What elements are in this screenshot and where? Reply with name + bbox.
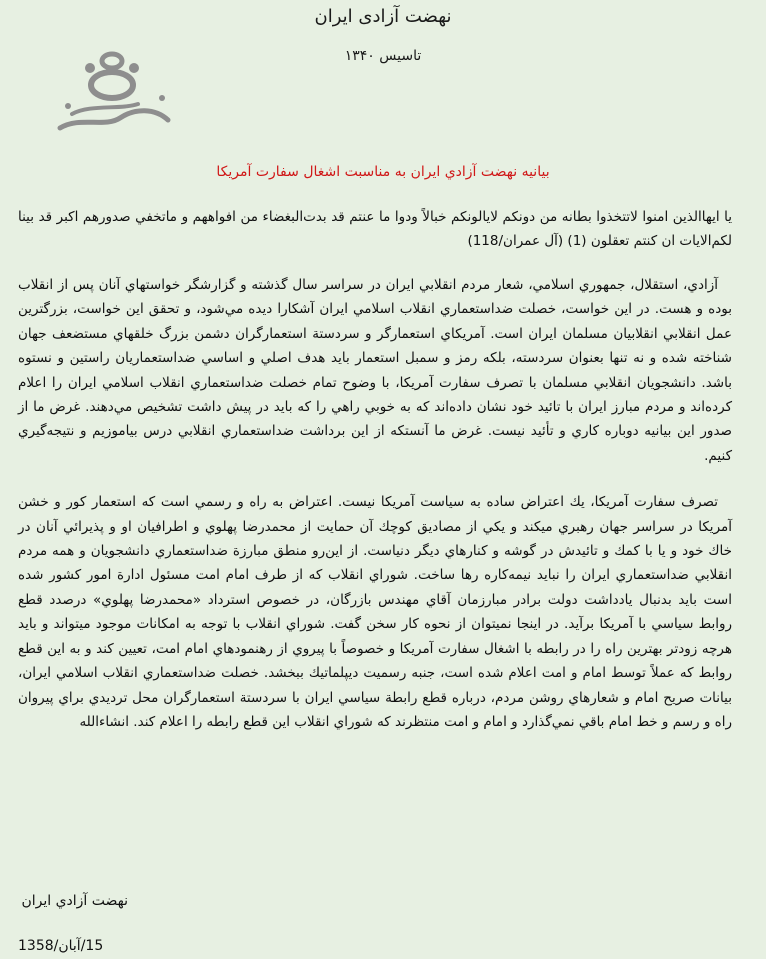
statement-title: بيانيه نهضت آزادي ايران به مناسبت اشغال سفارت آمريکا [216, 164, 550, 180]
signature: نهضت آزادي ايران [21, 893, 128, 909]
statement-body [18, 205, 732, 756]
paragraph-1: آزادي، استقلال، جمهوري اسلامي، شعار مردم انقلابي ايران در سراسر سال گذشته و گزارشگر خواستهاي آنان پس از انقلاب بوده و هست. در اين خواست، خصلت ضداستعماري انقلاب اسلامي ايران آشكارا ديده مي‌شود، و تحقق اين خواست، بزرگترين عمل انقلابي انقلابيان مسلمان ايران است. آمريكاي استعمارگر و سردستة استعمارگران دشمن بزرگ خلقهاي مستضعف جهان شناخته شده و نه تنها بعنوان سردسته، بلكه رمز و سمبل استعمار بايد هدف اصلي و اساسي ضداستعماريان راستين و نستوه باشد. دانشجويان انقلابي مسلمان با تصرف سفارت آمريكا، با وضوح تمام خصلت ضداستعماري انقلاب اسلامي ايران را اعلام كرده‌اند و مردم مبارز ايران با تائيد خود نشان داده‌اند كه به خوبي راهي را كه بايد در پيش داشت تشخيص مي‌دهند. غرض ما از صدور اين بيانيه دوباره كاري و تأئيد نيست. غرض ما آنستكه از اين برداشت ضداستعماري انقلابي درس بياموزيم و نتيجه‌گيري كنيم. [18, 277, 732, 464]
quran-verse: يا ايهاالذين امنوا لاتتخذوا بطانه من دونكم لايالونكم خبالاً ودوا ما عنتم قد بدت‌البغضاء من افواههم و ماتخفي صدورهم اكبر قد بينا لكم‌الايات ان كنتم تعقلون (1) (آل عمران/118) [18, 209, 732, 249]
fars-news-logo-icon [50, 48, 176, 140]
organization-title: نهضت آزادی ایران [314, 6, 452, 27]
statement-date: 15/آبان/1358 [18, 938, 104, 954]
founded-date: تاسیس ۱۳۴۰ [344, 48, 422, 64]
paragraph-2: تصرف سفارت آمريكا، يك اعتراض ساده به سياست آمريكا نيست. اعتراض به راه و رسمي است كه استعمار كور و خشن آمريكا در سراسر جهان رهبري ميكند و يكي از مصاديق كوچك آن حمايت از محمدرضا پهلوي و اطرافيان او و پذيرائي آنان در خاك خود و يا با كمك و تائيدش در گوشه و كنارهاي ديگر دنياست. از اين‌رو منطق مبارزة ضداستعماري دانشجويان و همه مردم انقلابي ضداستعماري ايران را نبايد نيمه‌كاره رها ساخت. شوراي انقلاب كه از طرف امام امت مسئول ادارة امور كشور شده است بايد بدنبال يادداشت دولت برادر مبارزمان آقاي مهندس بازرگان، در خصوص استرداد «محمدرضا پهلوي» درصدد قطع روابط سياسي با آمريكا برآيد. در اينجا نميتوان از نحوه كار سخن گفت. شوراي انقلاب با توجه به امكانات موجود ميتواند و بايد هرچه زودتر بهترين راه را در رابطه با اشغال سفارت آمريكا و خصوصاً با پيروي از رهنمودهاي امام امت، تعيين كند و به اين قطع روابط كه عملاً توسط امام و امت اعلام شده است، جنبه رسميت ديپلماتيك ببخشد. خصلت ضداستعماري انقلاب اسلامي ايران، بيانات صريح امام و شعارهاي روشن مردم، درباره قطع رابطة سياسي ايران با سردستة استعمارگران محل ترديدي براي پيروان راه و رسم و خط امام باقي نمي‌گذارد و امام و امت منتظرند كه شوراي انقلاب اين قطع رابطه را اعلام كند. انشاءالله [18, 494, 732, 730]
